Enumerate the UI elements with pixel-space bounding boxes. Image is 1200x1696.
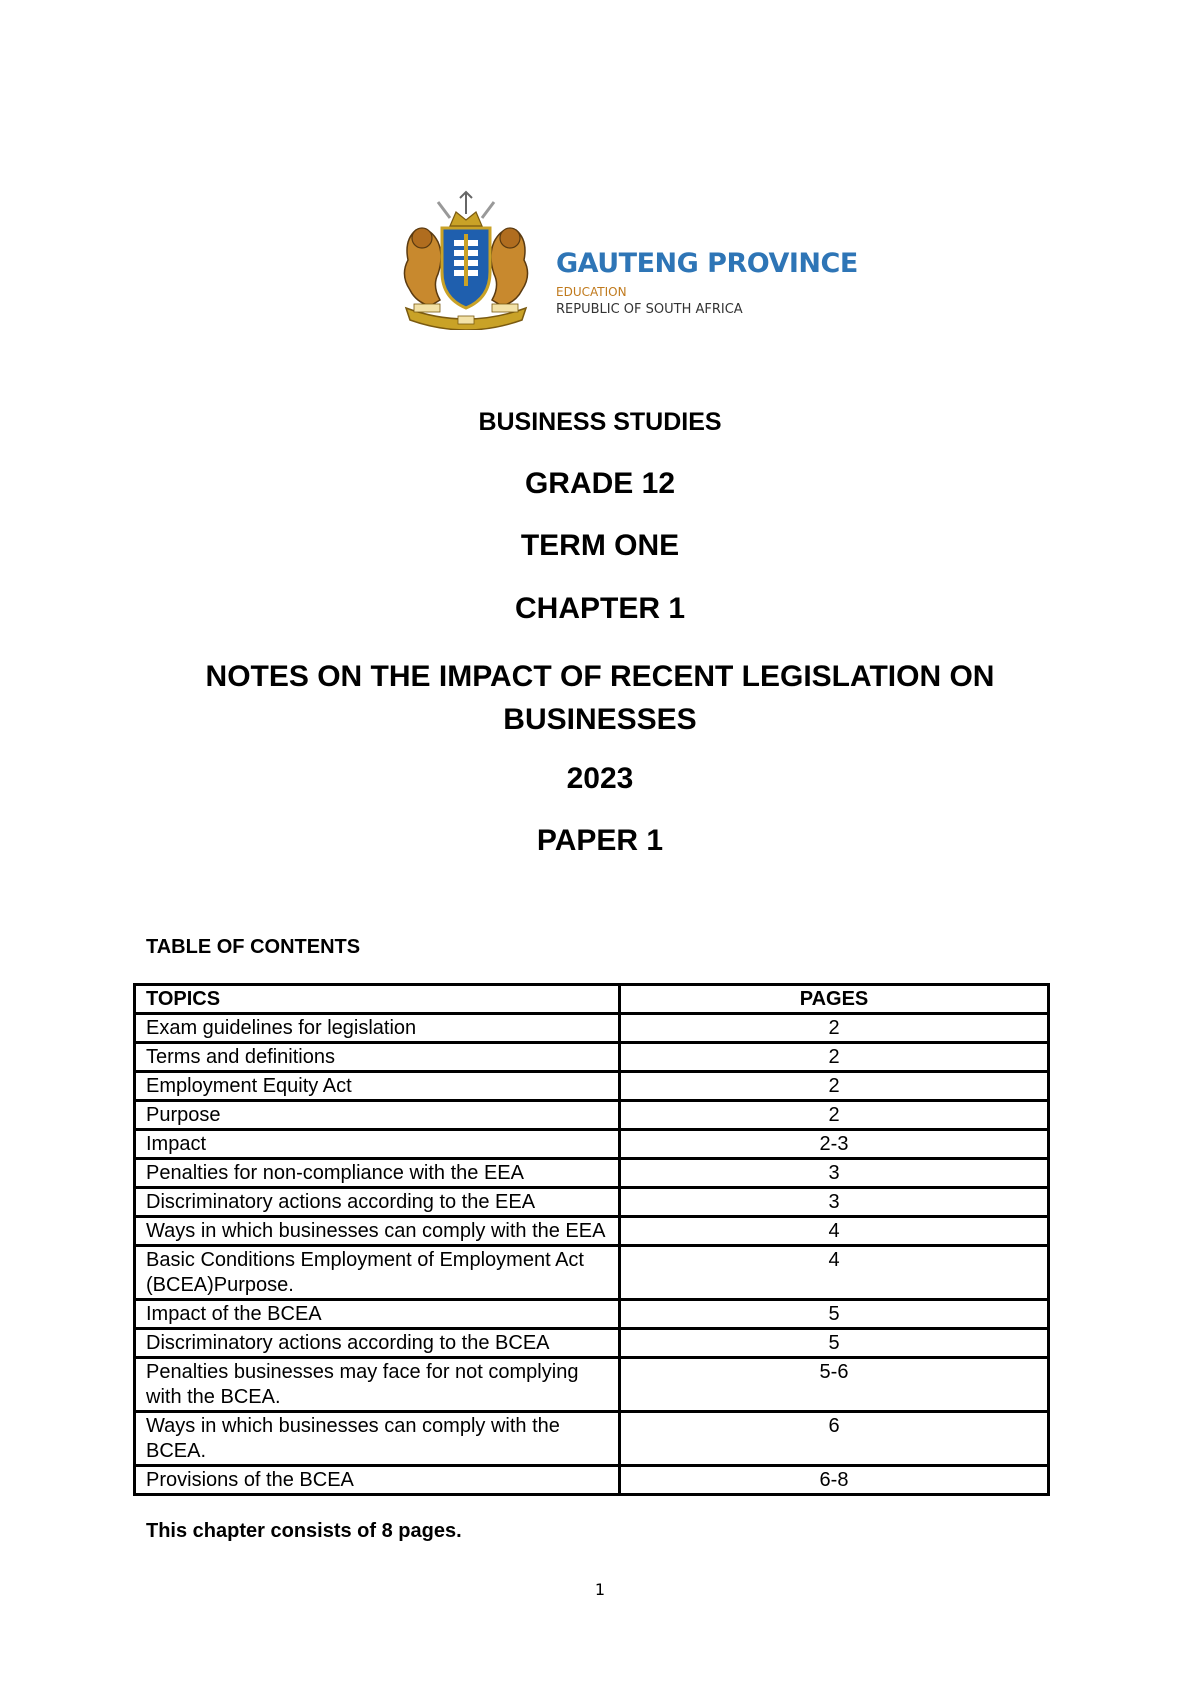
toc-page: 2 (620, 1043, 1049, 1072)
toc-table (133, 983, 1050, 1496)
table-row (135, 1412, 1049, 1466)
toc-topic: Basic Conditions Employment of Employment Act (BCEA)Purpose. (135, 1246, 620, 1300)
toc-page: 4 (620, 1217, 1049, 1246)
table-row (135, 1159, 1049, 1188)
toc-topic: Impact of the BCEA (135, 1300, 620, 1329)
table-row (135, 1246, 1049, 1300)
table-row (135, 1072, 1049, 1101)
toc-page: 6 (620, 1412, 1049, 1466)
table-row (135, 1358, 1049, 1412)
toc-topic: Discriminatory actions according to the EEA (135, 1188, 620, 1217)
toc-topic: Provisions of the BCEA (135, 1466, 620, 1495)
grade-title: GRADE 12 (524, 467, 676, 500)
table-row (135, 1188, 1049, 1217)
toc-topic: Penalties businesses may face for not complying with the BCEA. (135, 1358, 620, 1412)
toc-page: 2 (620, 1101, 1049, 1130)
year-title: 2023 (566, 762, 634, 795)
toc-page: 6-8 (620, 1466, 1049, 1495)
toc-topic: Terms and definitions (135, 1043, 620, 1072)
table-row (135, 1014, 1049, 1043)
toc-topic: Discriminatory actions according to the BCEA (135, 1329, 620, 1358)
toc-page: 3 (620, 1188, 1049, 1217)
toc-header-row (135, 985, 1049, 1014)
table-row (135, 1217, 1049, 1246)
table-row (135, 1101, 1049, 1130)
toc-page: 3 (620, 1159, 1049, 1188)
gauteng-education-logo (386, 190, 858, 330)
toc-topic: Exam guidelines for legislation (135, 1014, 620, 1043)
toc-heading: TABLE OF CONTENTS (146, 936, 361, 958)
toc-page: 5-6 (620, 1358, 1049, 1412)
toc-topic: Employment Equity Act (135, 1072, 620, 1101)
toc-page: 2-3 (620, 1130, 1049, 1159)
toc-topic: Impact (135, 1130, 620, 1159)
table-row (135, 1130, 1049, 1159)
toc-topic: Penalties for non-compliance with the EEA (135, 1159, 620, 1188)
chapter-page-count-note: This chapter consists of 8 pages. (146, 1520, 462, 1542)
coat-of-arms-icon (386, 190, 546, 330)
table-row (135, 1329, 1049, 1358)
table-row (135, 1300, 1049, 1329)
toc-topic: Purpose (135, 1101, 620, 1130)
subject-title: BUSINESS STUDIES (478, 408, 722, 436)
table-row (135, 1466, 1049, 1495)
notes-title: NOTES ON THE IMPACT OF RECENT LEGISLATION ON BUSINESSES (205, 660, 995, 736)
logo-department: EDUCATION (556, 285, 627, 299)
toc-page: 4 (620, 1246, 1049, 1300)
table-row (135, 1043, 1049, 1072)
logo-country: REPUBLIC OF SOUTH AFRICA (556, 302, 743, 317)
toc-column-pages: PAGES (620, 985, 1049, 1014)
toc-topic: Ways in which businesses can comply with the EEA (135, 1217, 620, 1246)
toc-page: 5 (620, 1329, 1049, 1358)
toc-page: 5 (620, 1300, 1049, 1329)
chapter-title: CHAPTER 1 (514, 592, 686, 625)
toc-page: 2 (620, 1072, 1049, 1101)
toc-page: 2 (620, 1014, 1049, 1043)
logo-province-name: GAUTENG PROVINCE (556, 248, 858, 279)
toc-column-topics: TOPICS (135, 985, 620, 1014)
term-title: TERM ONE (520, 529, 680, 562)
paper-title: PAPER 1 (536, 824, 664, 857)
toc-topic: Ways in which businesses can comply with the BCEA. (135, 1412, 620, 1466)
page-number: 1 (594, 1580, 606, 1599)
